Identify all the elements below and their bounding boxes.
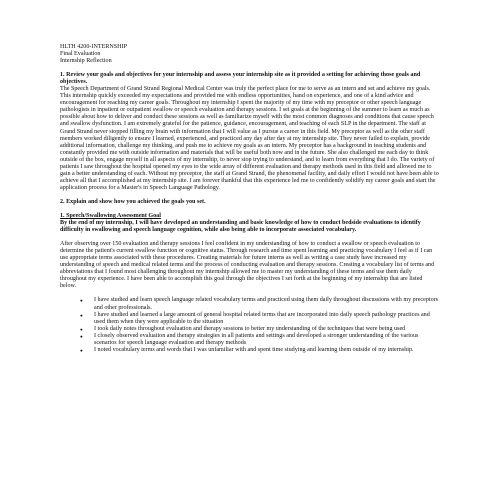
list-item: ● I noted vocabulary terms and words that I was unfamiliar with and spent time studying and learning them outside of my internship. <box>80 347 439 354</box>
goal-statement: By the end of my internship, I will have developed an understanding and basic knowledge of how to conduct bedside evaluations to identify difficulty in swallowing and speech language cognition, while also being able to incorporate associated vocabulary. <box>60 220 421 234</box>
paragraph-1: The Speech Department of Grand Strand Regional Medical Center was truly the perfect place for me to serve as an intern and set and achieve my goals. This internship quickly exceeded my expectations and provided me with endless opportunities, hand on experience, and one of a kind advice and encouragement for reaching my career goals. Throughout my internship I spent the majority of my time with my preceptor or other speech language pathologists in inpatient or outpatient swallow or speech evaluation and therapy sessions. I set goals at the beginning of the summer to learn as much as possible about how to deliver and conduct these sessions as well as familiarize myself with the most common diagnoses and conditions that cause speech and swallow dysfunction. I am extremely grateful for the patience, guidance, encouragement, and teaching of each SLP in the department. The staff at Grand Strand never stopped filling my brain with information that I will value as I pursue a career in this field. My preceptor as well as the other staff members worked diligently to ensure I learned, experienced, and practiced any day after day at my internship site. They never failed to explain, provide additional information, challenge my thinking, and push me to achieve my goals as an intern. My preceptor has a background in teaching students and constantly provided me with outside information and materials that will be useful both now and in the future. She also challenged me each day to think outside of the box, engage myself in all aspects of my internship, to never stop trying to understand, and to learn from everything that I do. The variety of patients I saw throughout the hospital opened my eyes to the wide array of different evaluation and therapy methods used in this field and allowed me to gain a better understanding of each. Without my preceptor, the staff at Grand Strand, the phenomenal facility, and daily effort I would not have been able to achieve all that I accomplished at my internship site. I am forever thankful that this experience led me to confidently solidify my career goals and start the application process for a Master's in Speech Language Pathology. <box>60 86 439 191</box>
question-2: 2. Explain and show how you achieved the goals you set. <box>60 198 206 205</box>
list-item: ● I have studied and learn speech language related vocabulary terms and practiced using them daily throughout discussions with my preceptors and other professionals. <box>80 297 439 311</box>
list-item: ● I closely observed evaluation and therapy strategies in all patients and settings and developed a stronger understanding of the various scenarios for speech language evaluation and therapy methods <box>80 333 439 347</box>
question-1: 1. Review your goals and objectives for your internship and assess your internship site as it provided a setting for achieving those goals and objectives. <box>60 72 421 86</box>
course-title: HLTH 4200-INTERNSHIP <box>60 44 127 50</box>
list-item: ● I took daily notes throughout evaluation and therapy sessions to better my understanding of the techniques that were being used <box>80 326 439 333</box>
objectives-list <box>60 297 439 353</box>
section-title: 1. Speech/Swallowing Assessment Goal <box>60 212 161 219</box>
evaluation-title: Final Evaluation <box>60 51 101 58</box>
document-header <box>60 44 439 65</box>
reflection-title: Internship Reflection <box>60 58 112 65</box>
paragraph-2: After observing over 150 evaluation and therapy sessions I feel confident in my understanding of how to conduct a swallow or speech evaluation to determine the patient's current swallow function or cognitive status. Through research and time spent learning and practicing vocabulary I feel as if I can use appropriate terms associated with these procedures. Creating materials for future interns as well as writing a case study have increased my understanding of speech and medical related terms and the process of conducting evaluation and therapy sessions. Creating a vocabulary list of terms and abbreviations that I found most challenging throughout my internship allowed me to master my understanding of these terms and use them daily throughout my experience. I have been able to accomplish this goal through the objectives I set forth at the beginning of my internship that are listed below. <box>60 241 435 290</box>
list-item: ● I have studied and learned a large amount of general hospital related terms that are incorporated into daily speech pathology practices and used them when they were applicable to the situation <box>80 312 439 326</box>
